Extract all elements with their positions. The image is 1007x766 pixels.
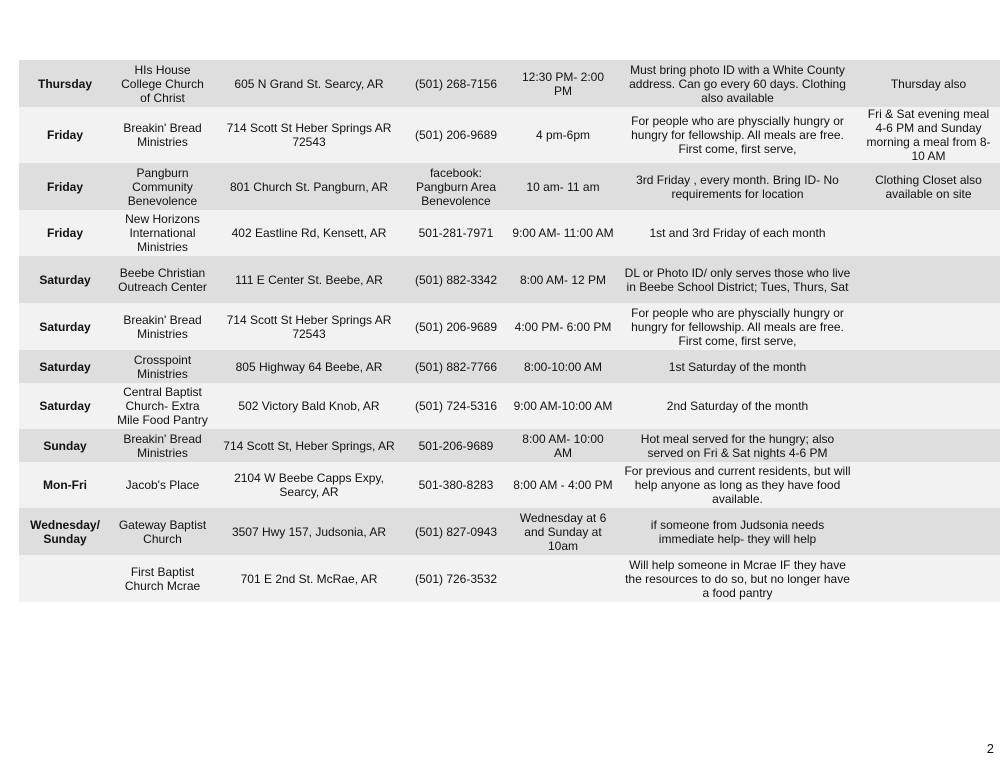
address-cell: 714 Scott St Heber Springs AR 72543	[214, 107, 404, 163]
hours-cell: 8:00-10:00 AM	[508, 350, 618, 383]
requirements-cell: Must bring photo ID with a White County address. Can go every 60 days. Clothing also available	[618, 60, 857, 107]
organization-cell: Crosspoint Ministries	[111, 350, 214, 383]
hours-cell: 4:00 PM- 6:00 PM	[508, 303, 618, 350]
requirements-cell: For people who are physcially hungry or hungry for fellowship. All meals are free. First come, first serve,	[618, 107, 857, 163]
hours-cell: Wednesday at 6 and Sunday at 10am	[508, 508, 618, 555]
notes-cell	[857, 210, 1000, 256]
day-cell: Saturday	[19, 350, 111, 383]
day-cell	[19, 555, 111, 602]
day-cell: Saturday	[19, 256, 111, 303]
organization-cell: Breakin' Bread Ministries	[111, 107, 214, 163]
organization-cell: Pangburn Community Benevolence	[111, 163, 214, 210]
day-cell: Saturday	[19, 383, 111, 429]
phone-cell: (501) 882-3342	[404, 256, 508, 303]
requirements-cell: For previous and current residents, but will help anyone as long as they have food available.	[618, 462, 857, 508]
address-cell: 3507 Hwy 157, Judsonia, AR	[214, 508, 404, 555]
address-cell: 2104 W Beebe Capps Expy, Searcy, AR	[214, 462, 404, 508]
day-cell: Wednesday/ Sunday	[19, 508, 111, 555]
table-row	[19, 210, 1000, 256]
requirements-cell: 3rd Friday , every month. Bring ID- No requirements for location	[618, 163, 857, 210]
notes-cell: Fri & Sat evening meal 4-6 PM and Sunday morning a meal from 8-10 AM	[857, 107, 1000, 163]
table-row	[19, 508, 1000, 555]
organization-cell: Central Baptist Church- Extra Mile Food Pantry	[111, 383, 214, 429]
hours-cell: 4 pm-6pm	[508, 107, 618, 163]
hours-cell: 8:00 AM - 4:00 PM	[508, 462, 618, 508]
requirements-cell: 2nd Saturday of the month	[618, 383, 857, 429]
phone-cell: facebook: Pangburn Area Benevolence	[404, 163, 508, 210]
phone-cell: (501) 206-9689	[404, 303, 508, 350]
day-cell: Friday	[19, 210, 111, 256]
table-row	[19, 555, 1000, 602]
hours-cell: 12:30 PM- 2:00 PM	[508, 60, 618, 107]
phone-cell: (501) 206-9689	[404, 107, 508, 163]
hours-cell: 10 am- 11 am	[508, 163, 618, 210]
requirements-cell: Hot meal served for the hungry; also served on Fri & Sat nights 4-6 PM	[618, 429, 857, 462]
notes-cell	[857, 256, 1000, 303]
address-cell: 605 N Grand St. Searcy, AR	[214, 60, 404, 107]
phone-cell: (501) 724-5316	[404, 383, 508, 429]
table-row	[19, 350, 1000, 383]
requirements-cell: DL or Photo ID/ only serves those who live in Beebe School District; Tues, Thurs, Sat	[618, 256, 857, 303]
day-cell: Friday	[19, 163, 111, 210]
hours-cell: 9:00 AM- 11:00 AM	[508, 210, 618, 256]
organization-cell: Jacob's Place	[111, 462, 214, 508]
table-row	[19, 60, 1000, 107]
address-cell: 801 Church St. Pangburn, AR	[214, 163, 404, 210]
requirements-cell: if someone from Judsonia needs immediate help- they will help	[618, 508, 857, 555]
organization-cell: Breakin' Bread Ministries	[111, 429, 214, 462]
table-row	[19, 429, 1000, 462]
organization-cell: Breakin' Bread Ministries	[111, 303, 214, 350]
table-row	[19, 163, 1000, 210]
notes-cell	[857, 350, 1000, 383]
organization-cell: HIs House College Church of Christ	[111, 60, 214, 107]
hours-cell: 9:00 AM-10:00 AM	[508, 383, 618, 429]
address-cell: 714 Scott St Heber Springs AR 72543	[214, 303, 404, 350]
requirements-cell: Will help someone in Mcrae IF they have the resources to do so, but no longer have a food pantry	[618, 555, 857, 602]
hours-cell: 8:00 AM- 12 PM	[508, 256, 618, 303]
notes-cell	[857, 383, 1000, 429]
notes-cell	[857, 303, 1000, 350]
notes-cell	[857, 429, 1000, 462]
phone-cell: (501) 827-0943	[404, 508, 508, 555]
address-cell: 714 Scott St, Heber Springs, AR	[214, 429, 404, 462]
day-cell: Friday	[19, 107, 111, 163]
address-cell: 701 E 2nd St. McRae, AR	[214, 555, 404, 602]
day-cell: Thursday	[19, 60, 111, 107]
address-cell: 502 Victory Bald Knob, AR	[214, 383, 404, 429]
hours-cell: 8:00 AM- 10:00 AM	[508, 429, 618, 462]
day-cell: Mon-Fri	[19, 462, 111, 508]
table-row	[19, 383, 1000, 429]
address-cell: 805 Highway 64 Beebe, AR	[214, 350, 404, 383]
address-cell: 402 Eastline Rd, Kensett, AR	[214, 210, 404, 256]
day-cell: Sunday	[19, 429, 111, 462]
requirements-cell: 1st and 3rd Friday of each month	[618, 210, 857, 256]
food-pantry-table	[19, 60, 1000, 602]
requirements-cell: For people who are physcially hungry or hungry for fellowship. All meals are free. First come, first serve,	[618, 303, 857, 350]
table-row	[19, 462, 1000, 508]
table-row	[19, 303, 1000, 350]
hours-cell	[508, 555, 618, 602]
organization-cell: Gateway Baptist Church	[111, 508, 214, 555]
requirements-cell: 1st Saturday of the month	[618, 350, 857, 383]
phone-cell: (501) 268-7156	[404, 60, 508, 107]
organization-cell: Beebe Christian Outreach Center	[111, 256, 214, 303]
phone-cell: (501) 726-3532	[404, 555, 508, 602]
organization-cell: New Horizons International Ministries	[111, 210, 214, 256]
address-cell: 111 E Center St. Beebe, AR	[214, 256, 404, 303]
notes-cell	[857, 508, 1000, 555]
phone-cell: 501-206-9689	[404, 429, 508, 462]
notes-cell	[857, 462, 1000, 508]
notes-cell: Thursday also	[857, 60, 1000, 107]
phone-cell: 501-380-8283	[404, 462, 508, 508]
page-number: 2	[986, 741, 994, 756]
notes-cell: Clothing Closet also available on site	[857, 163, 1000, 210]
day-cell: Saturday	[19, 303, 111, 350]
table-row	[19, 107, 1000, 163]
notes-cell	[857, 555, 1000, 602]
table-row	[19, 256, 1000, 303]
phone-cell: (501) 882-7766	[404, 350, 508, 383]
organization-cell: First Baptist Church Mcrae	[111, 555, 214, 602]
phone-cell: 501-281-7971	[404, 210, 508, 256]
